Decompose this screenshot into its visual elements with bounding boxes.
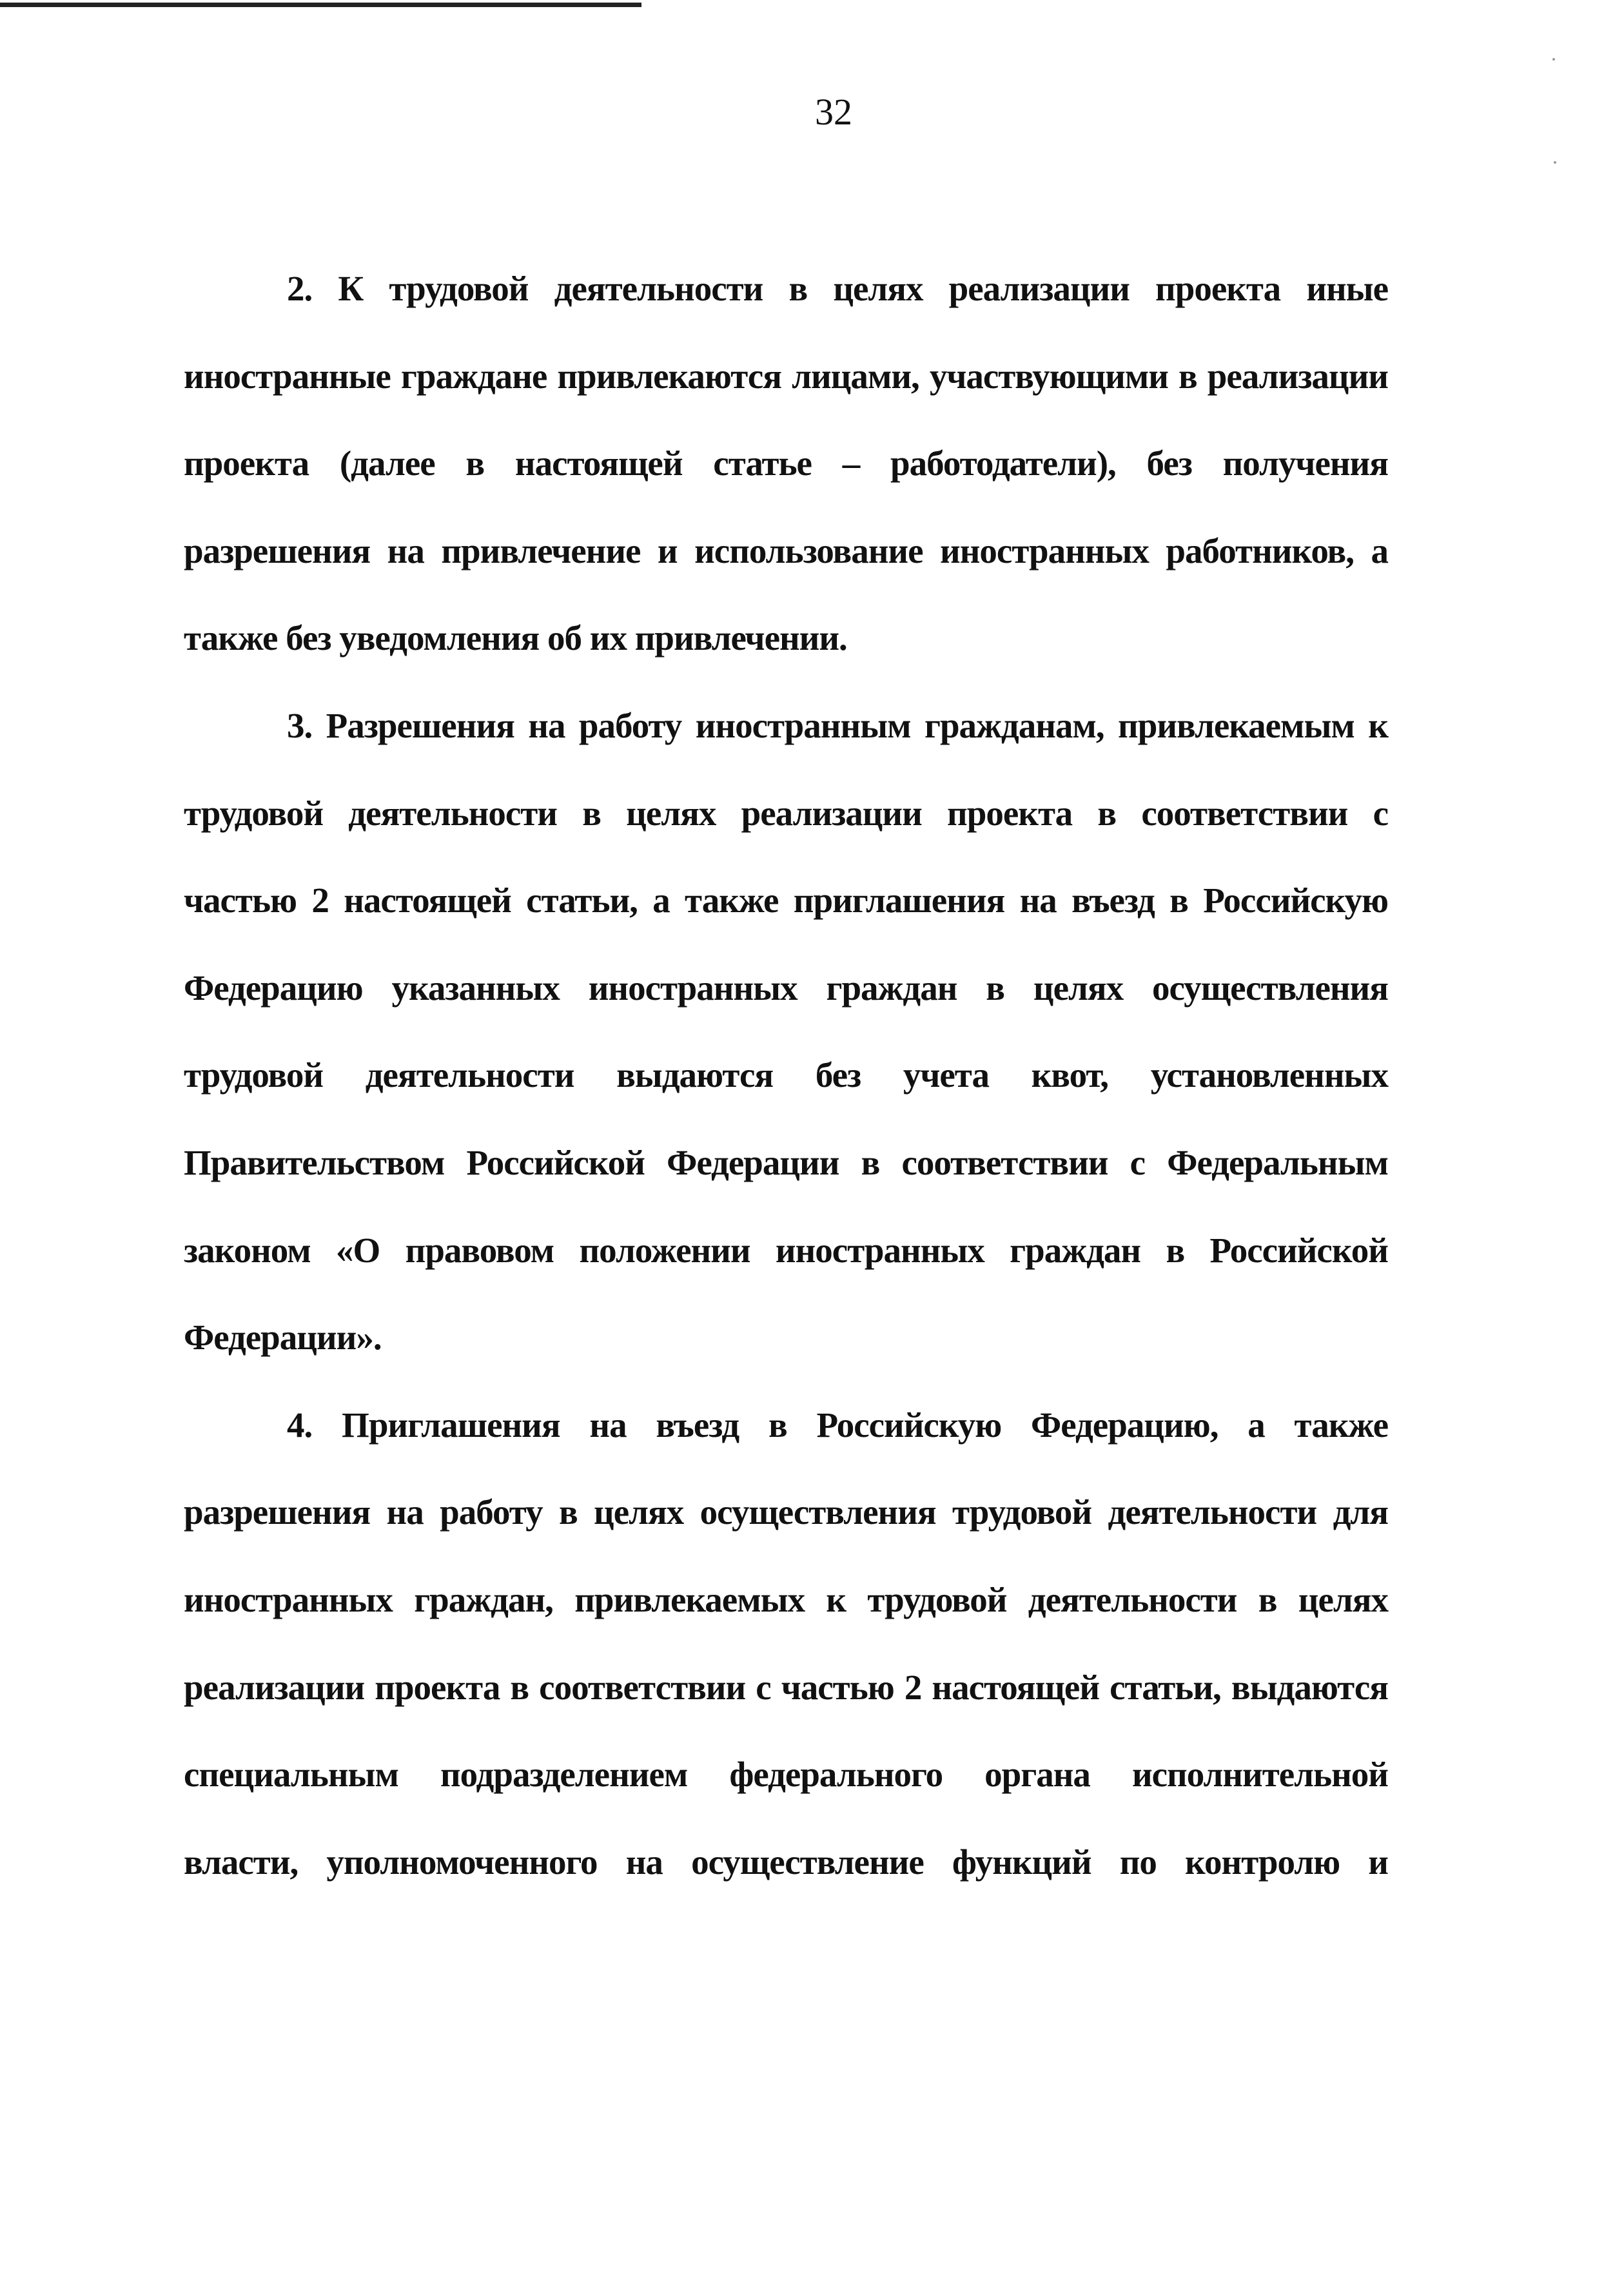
paragraph-line: частью 2 настоящей статьи, а также приглашения на въезд в Российскую bbox=[184, 881, 1388, 921]
paragraph-line: иностранных граждан, привлекаемых к трудовой деятельности в целях bbox=[184, 1579, 1388, 1619]
paragraph-line: разрешения на работу в целях осуществления трудовой деятельности для bbox=[184, 1492, 1388, 1532]
paragraph-line: Правительством Российской Федерации в соответствии с Федеральным bbox=[184, 1142, 1388, 1182]
scan-edge-bar bbox=[0, 3, 641, 7]
paragraph-line: Федерации». bbox=[184, 1318, 382, 1358]
paragraph-line: трудовой деятельности выдаются без учета квот, установленных bbox=[184, 1055, 1388, 1095]
paragraph-line: иностранные граждане привлекаются лицами, участвующими в реализации bbox=[184, 356, 1388, 396]
document-body bbox=[184, 263, 1388, 1924]
paragraph-line: специальным подразделением федерального органа исполнительной bbox=[184, 1755, 1388, 1795]
scan-speck bbox=[1552, 58, 1555, 61]
paragraph-line: 2. К трудовой деятельности в целях реализации проекта иные bbox=[287, 269, 1388, 308]
scan-speck bbox=[1554, 161, 1556, 164]
paragraph-line: власти, уполномоченного на осуществление функций по контролю и bbox=[184, 1842, 1388, 1882]
paragraph-line: трудовой деятельности в целях реализации проекта в соответствии с bbox=[184, 793, 1388, 833]
paragraph-line: Федерацию указанных иностранных граждан в целях осуществления bbox=[184, 968, 1388, 1008]
page-number: 32 bbox=[815, 91, 852, 133]
paragraph-line: 4. Приглашения на въезд в Российскую Федерацию, а также bbox=[287, 1405, 1388, 1445]
paragraph-line: также без уведомления об их привлечении. bbox=[184, 618, 847, 658]
paragraph-line: законом «О правовом положении иностранных граждан в Российской bbox=[184, 1230, 1388, 1270]
paragraph-line: разрешения на привлечение и использование иностранных работников, а bbox=[184, 531, 1388, 570]
paragraph-line: проекта (далее в настоящей статье – работодатели), без получения bbox=[184, 443, 1388, 483]
paragraph-line: 3. Разрешения на работу иностранным гражданам, привлекаемым к bbox=[287, 705, 1388, 745]
paragraph-line: реализации проекта в соответствии с частью 2 настоящей статьи, выдаются bbox=[184, 1667, 1388, 1707]
